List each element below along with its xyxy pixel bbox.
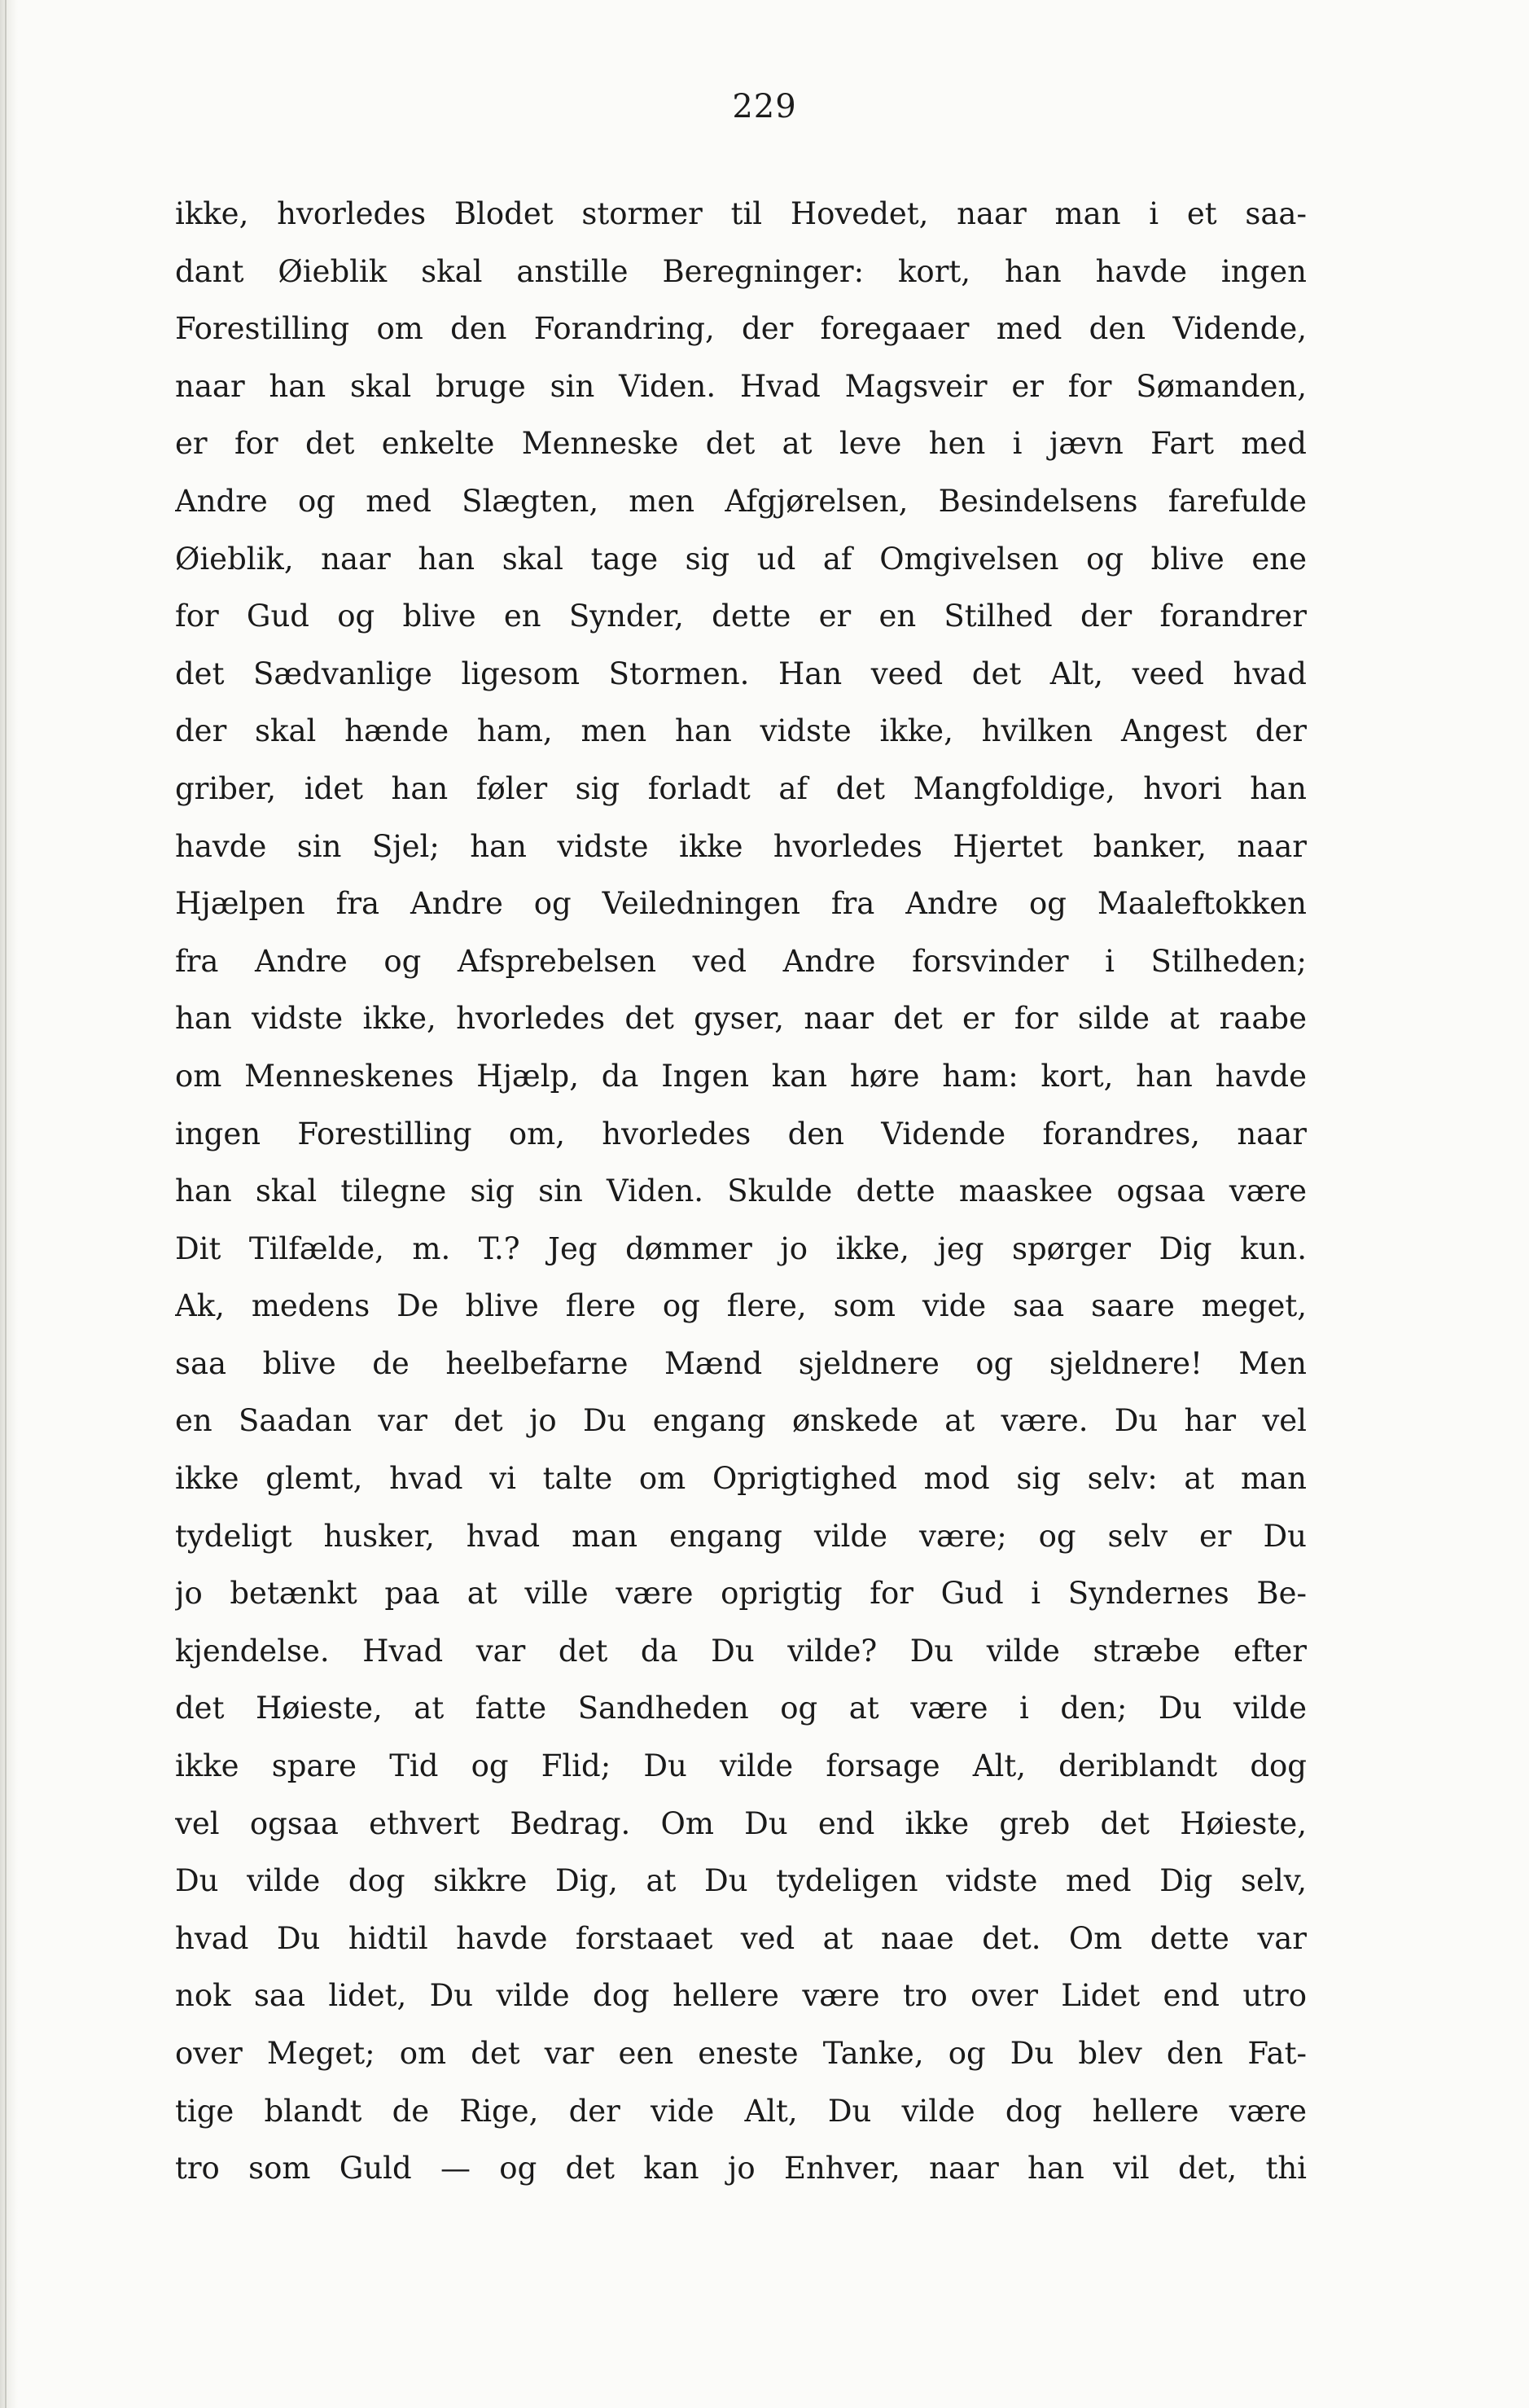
text-line: havde sin Sjel; han vidste ikke hvorledes Hjertet banker, naar — [175, 828, 1307, 864]
text-line: over Meget; om det var een eneste Tanke, og Du blev den Fat- — [175, 2036, 1307, 2071]
text-line: naar han skal bruge sin Viden. Hvad Magsveir er for Sømanden, — [175, 368, 1307, 404]
text-line: han vidste ikke, hvorledes det gyser, naar det er for silde at raabe — [175, 1001, 1307, 1037]
text-line: Ak, medens De blive flere og flere, som vide saa saare meget, — [175, 1288, 1307, 1324]
text-line: er for det enkelte Menneske det at leve hen i jævn Fart med — [175, 426, 1307, 462]
text-line: Øieblik, naar han skal tage sig ud af Omgivelsen og blive ene — [175, 541, 1307, 577]
text-line: ikke glemt, hvad vi talte om Oprigtighed mod sig selv: at man — [175, 1461, 1307, 1497]
text-line: Dit Tilfælde, m. T.? Jeg dømmer jo ikke, jeg spørger Dig kun. — [175, 1230, 1307, 1266]
text-line: om Menneskenes Hjælp, da Ingen kan høre ham: kort, han havde — [175, 1058, 1307, 1094]
text-line: tige blandt de Rige, der vide Alt, Du vilde dog hellere være — [175, 2093, 1307, 2129]
binding-line — [5, 0, 7, 2408]
text-line: der skal hænde ham, men han vidste ikke, hvilken Angest der — [175, 713, 1307, 749]
text-line: vel ogsaa ethvert Bedrag. Om Du end ikke greb det Høieste, — [175, 1805, 1307, 1841]
text-line: Hjælpen fra Andre og Veiledningen fra Andre og Maaleftokken — [175, 886, 1307, 922]
text-line: en Saadan var det jo Du engang ønskede at være. Du har vel — [175, 1403, 1307, 1439]
text-line: Du vilde dog sikkre Dig, at Du tydeligen vidste med Dig selv, — [175, 1863, 1307, 1899]
binding-edge — [0, 0, 18, 2408]
text-line: saa blive de heelbefarne Mænd sjeldnere og sjeldnere! Men — [175, 1345, 1307, 1381]
text-line: kjendelse. Hvad var det da Du vilde? Du vilde stræbe efter — [175, 1633, 1307, 1669]
text-line: ikke, hvorledes Blodet stormer til Hovedet, naar man i et saa- — [175, 196, 1307, 231]
text-line: Andre og med Slægten, men Afgjørelsen, Besindelsens farefulde — [175, 483, 1307, 519]
body-text — [175, 186, 1307, 2198]
text-line: ingen Forestilling om, hvorledes den Vidende forandres, naar — [175, 1116, 1307, 1151]
text-line: nok saa lidet, Du vilde dog hellere være tro over Lidet end utro — [175, 1978, 1307, 2014]
text-line: han skal tilegne sig sin Viden. Skulde dette maaskee ogsaa være — [175, 1173, 1307, 1209]
text-line: hvad Du hidtil havde forstaaet ved at naae det. Om dette var — [175, 1920, 1307, 1956]
text-line: tydeligt husker, hvad man engang vilde være; og selv er Du — [175, 1518, 1307, 1554]
page-number: 229 — [732, 88, 797, 125]
text-line: dant Øieblik skal anstille Beregninger: kort, han havde ingen — [175, 253, 1307, 289]
text-line: det Sædvanlige ligesom Stormen. Han veed det Alt, veed hvad — [175, 656, 1307, 691]
text-line: Forestilling om den Forandring, der foregaaer med den Vidende, — [175, 311, 1307, 347]
text-line: jo betænkt paa at ville være oprigtig for Gud i Syndernes Be- — [175, 1576, 1307, 1612]
text-line: for Gud og blive en Synder, dette er en Stilhed der forandrer — [175, 599, 1307, 634]
text-line: fra Andre og Afsprebelsen ved Andre forsvinder i Stilheden; — [175, 943, 1307, 979]
text-line: ikke spare Tid og Flid; Du vilde forsage Alt, deriblandt dog — [175, 1748, 1307, 1784]
text-line: det Høieste, at fatte Sandheden og at være i den; Du vilde — [175, 1691, 1307, 1726]
text-line: tro som Guld — og det kan jo Enhver, naar han vil det, thi — [175, 2151, 1307, 2186]
text-line: griber, idet han føler sig forladt af det Mangfoldige, hvori han — [175, 770, 1307, 806]
